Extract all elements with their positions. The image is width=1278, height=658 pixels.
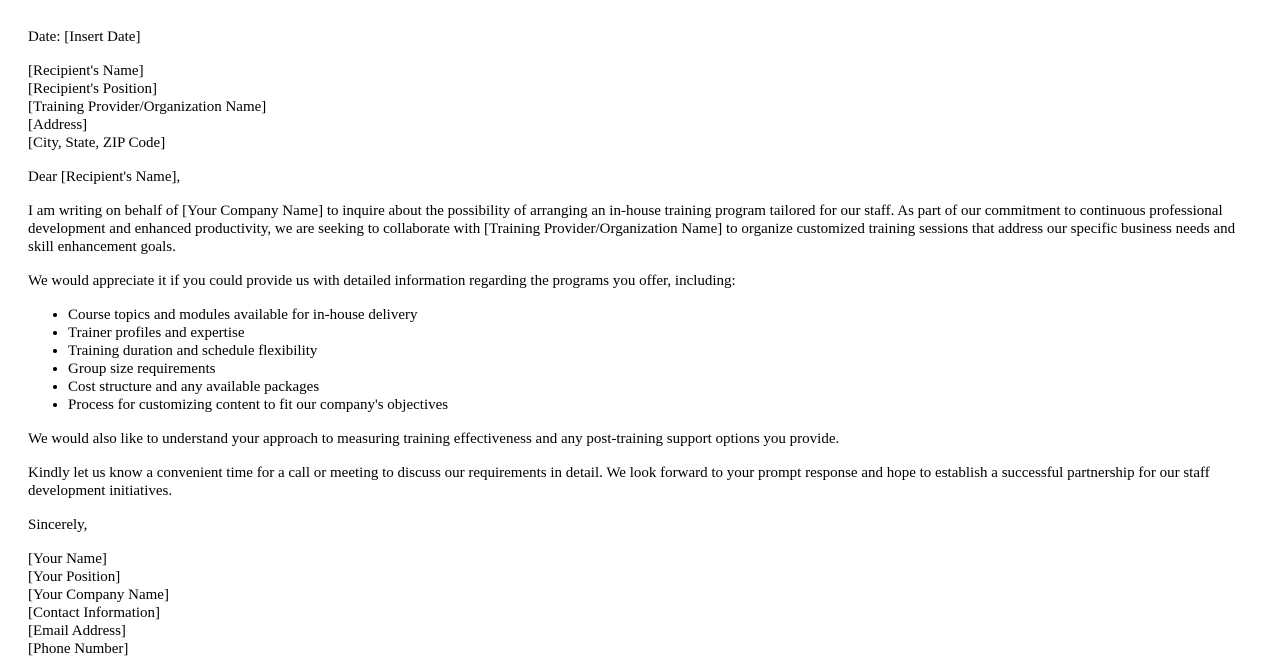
recipient-address: [Address] bbox=[28, 117, 88, 133]
recipient-city-state-zip: [City, State, ZIP Code] bbox=[28, 135, 166, 151]
body-paragraph-closing: Kindly let us know a convenient time for a call or meeting to discuss our requirements in detail. We look forward to your prompt response and hope to establish a successful partnership for our staff development initiatives. bbox=[28, 465, 1210, 499]
signature-block bbox=[28, 550, 1250, 658]
information-request-list bbox=[28, 306, 1250, 414]
sender-name: [Your Name] bbox=[28, 551, 107, 567]
list-item: • Trainer profiles and expertise bbox=[68, 324, 1250, 342]
list-item: • Group size requirements bbox=[68, 360, 1250, 378]
sender-position: [Your Position] bbox=[28, 569, 121, 585]
sender-company: [Your Company Name] bbox=[28, 587, 169, 603]
salutation: Dear [Recipient's Name], bbox=[28, 169, 181, 185]
recipient-position: [Recipient's Position] bbox=[28, 81, 157, 97]
recipient-name: [Recipient's Name] bbox=[28, 63, 144, 79]
recipient-organization: [Training Provider/Organization Name] bbox=[28, 99, 267, 115]
body-paragraph-request: We would appreciate it if you could provide us with detailed information regarding the programs you offer, including: bbox=[28, 273, 736, 289]
sender-email: [Email Address] bbox=[28, 623, 126, 639]
list-item: • Process for customizing content to fit our company's objectives bbox=[68, 396, 1250, 414]
date-line: Date: [Insert Date] bbox=[28, 29, 141, 45]
closing: Sincerely, bbox=[28, 517, 88, 533]
list-item: • Training duration and schedule flexibility bbox=[68, 342, 1250, 360]
body-paragraph-effectiveness: We would also like to understand your approach to measuring training effectiveness and any post-training support options you provide. bbox=[28, 431, 840, 447]
sender-contact: [Contact Information] bbox=[28, 605, 161, 621]
list-item: • Cost structure and any available packages bbox=[68, 378, 1250, 396]
recipient-address-block bbox=[28, 62, 1250, 152]
sender-phone: [Phone Number] bbox=[28, 641, 129, 657]
list-item: • Course topics and modules available for in-house delivery bbox=[68, 306, 1250, 324]
body-paragraph-intro: I am writing on behalf of [Your Company Name] to inquire about the possibility of arranging an in-house training program tailored for our staff. As part of our commitment to continuous professional development and enhanced productivity, we are seeking to collaborate with [Training Provider/Organization Name] to organize customized training sessions that address our specific business needs and skill enhancement goals. bbox=[28, 203, 1236, 255]
